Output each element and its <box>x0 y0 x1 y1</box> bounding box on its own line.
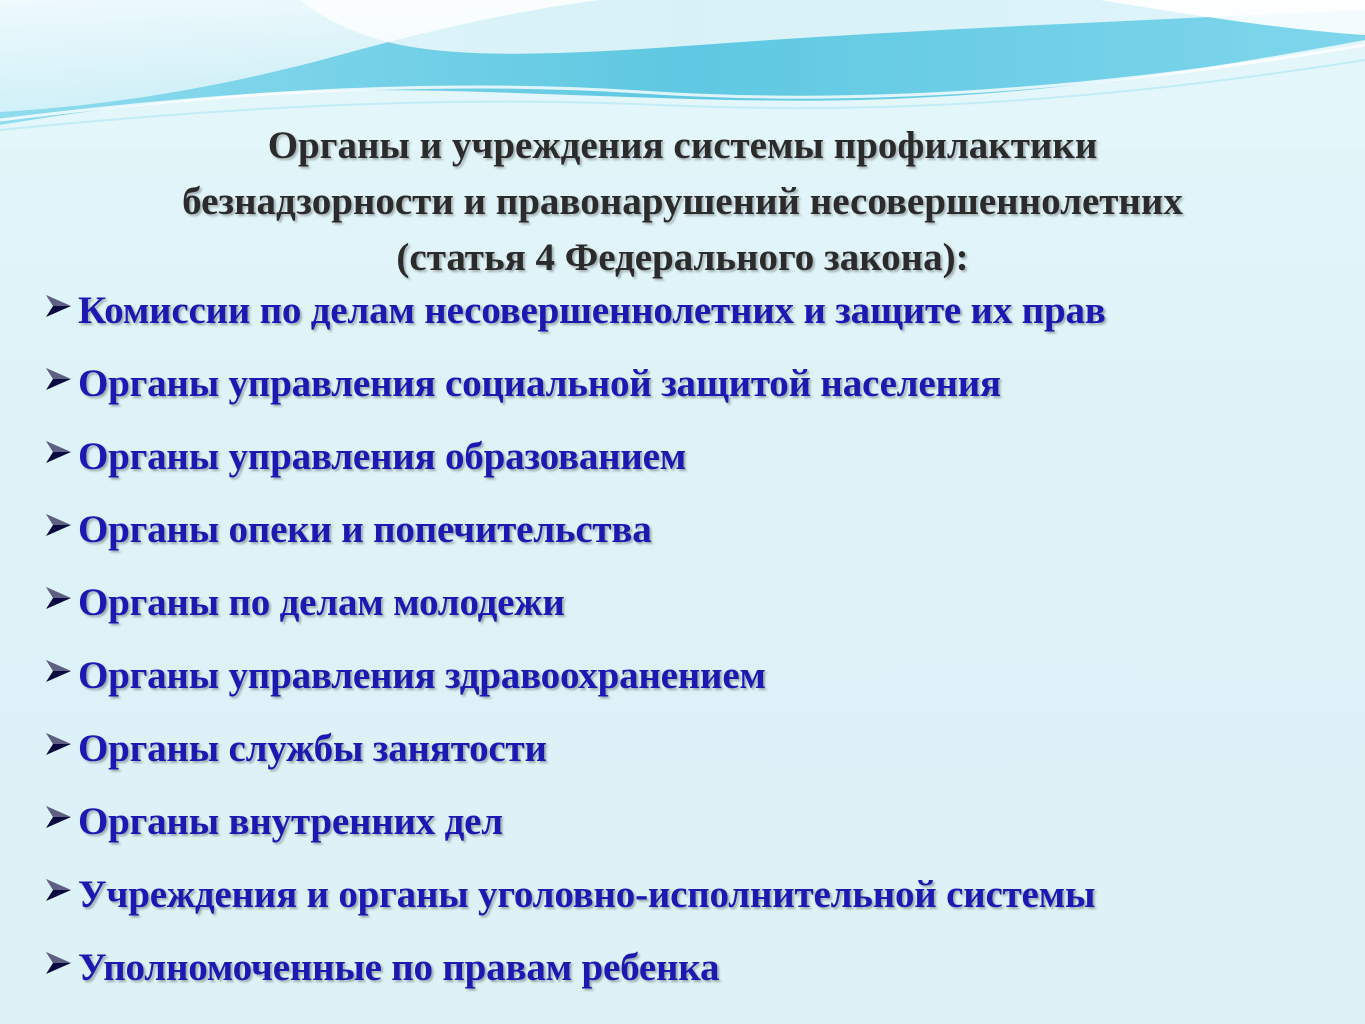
title-line-3: (статья 4 Федерального закона): <box>396 236 969 279</box>
list-item <box>44 858 1344 931</box>
list-item-label: Органы по делам молодежи <box>78 581 565 624</box>
title-line-1: Органы и учреждения системы профилактики <box>267 124 1098 167</box>
arrowhead-bullet-icon <box>44 513 78 537</box>
list-item <box>44 493 1344 566</box>
arrowhead-bullet-icon <box>44 659 78 683</box>
list-item-label: Органы управления здравоохранением <box>78 654 766 697</box>
list-item-label: Органы опеки и попечительства <box>78 508 652 551</box>
list-item-label: Органы управления образованием <box>78 435 687 478</box>
arrowhead-bullet-icon <box>44 951 78 975</box>
list-item <box>44 420 1344 493</box>
title-line-2: безнадзорности и правонарушений несовершеннолетних <box>182 180 1183 223</box>
arrowhead-bullet-icon <box>44 294 78 318</box>
list-item <box>44 639 1344 712</box>
slide-title <box>60 118 1305 286</box>
list-item <box>44 274 1344 347</box>
list-item <box>44 347 1344 420</box>
list-item-label: Органы службы занятости <box>78 727 547 770</box>
list-item-label: Комиссии по делам несовершеннолетних и защите их прав <box>78 289 1106 332</box>
list-item <box>44 712 1344 785</box>
arrowhead-bullet-icon <box>44 732 78 756</box>
list-item <box>44 785 1344 858</box>
arrowhead-bullet-icon <box>44 440 78 464</box>
arrowhead-bullet-icon <box>44 586 78 610</box>
list-item-label: Органы управления социальной защитой населения <box>78 362 1001 405</box>
arrowhead-bullet-icon <box>44 805 78 829</box>
list-item-label: Уполномоченные по правам ребенка <box>78 946 720 989</box>
list-item <box>44 931 1344 1004</box>
bullet-list <box>44 274 1344 1004</box>
list-item-label: Учреждения и органы уголовно-исполнительной системы <box>78 873 1096 916</box>
list-item <box>44 566 1344 639</box>
arrowhead-bullet-icon <box>44 878 78 902</box>
list-item-label: Органы внутренних дел <box>78 800 503 843</box>
arrowhead-bullet-icon <box>44 367 78 391</box>
